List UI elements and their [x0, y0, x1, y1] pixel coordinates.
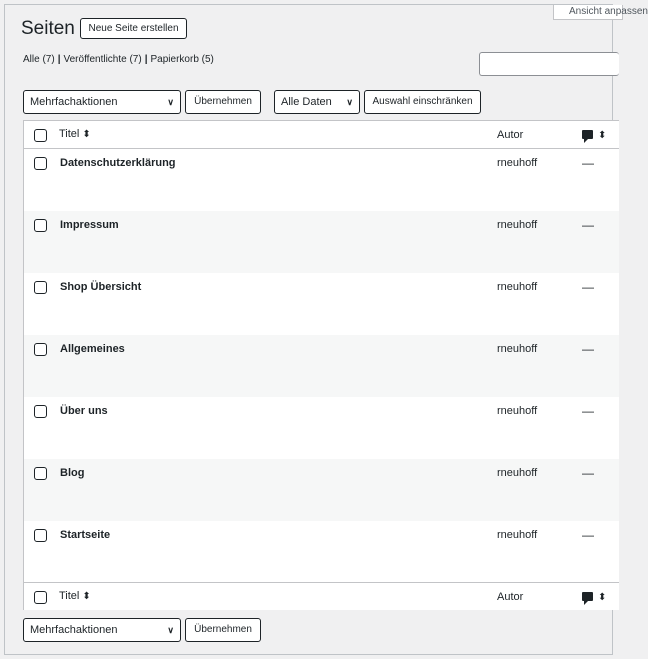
- table-header: [24, 121, 619, 149]
- page-comments-count: —: [582, 218, 594, 232]
- comments-column-header[interactable]: [582, 127, 606, 141]
- bulk-actions-select-top[interactable]: [23, 90, 181, 114]
- page-author-link[interactable]: rneuhoff: [497, 405, 538, 417]
- page-author-link[interactable]: rneuhoff: [497, 529, 538, 541]
- row-checkbox[interactable]: [34, 219, 47, 232]
- view-filters: [23, 54, 214, 65]
- sort-arrows-icon: ⬍: [598, 130, 607, 141]
- author-column-footer: Autor: [497, 591, 524, 603]
- table-footer: [24, 582, 619, 610]
- bulk-actions-value: Mehrfachaktionen: [30, 624, 118, 636]
- table-row: [24, 521, 619, 583]
- row-checkbox[interactable]: [34, 343, 47, 356]
- bulk-actions-select-bottom[interactable]: [23, 618, 181, 642]
- apply-button-bottom[interactable]: Übernehmen: [185, 618, 261, 642]
- page-author-link[interactable]: rneuhoff: [497, 467, 538, 479]
- view-all-link[interactable]: Alle (7): [23, 54, 55, 65]
- comments-column-footer[interactable]: [582, 589, 606, 603]
- row-checkbox[interactable]: [34, 281, 47, 294]
- add-new-page-button[interactable]: Neue Seite erstellen: [80, 18, 187, 39]
- table-body: [24, 149, 619, 583]
- table-row: [24, 149, 619, 211]
- comment-bubble-icon: [582, 592, 593, 601]
- row-checkbox[interactable]: [34, 157, 47, 170]
- title-column-label: Titel: [59, 128, 80, 140]
- select-all-checkbox[interactable]: [34, 129, 47, 142]
- title-column-header[interactable]: [59, 128, 91, 140]
- filter-button[interactable]: Auswahl einschränken: [364, 90, 481, 114]
- table-row: [24, 397, 619, 459]
- title-column-footer[interactable]: [59, 590, 91, 602]
- page-title: Seiten: [21, 18, 75, 39]
- sort-arrows-icon: ⬍: [598, 592, 607, 603]
- page-title-link[interactable]: Über uns: [60, 405, 108, 417]
- page-title-link[interactable]: Allgemeines: [60, 343, 125, 355]
- page-title-link[interactable]: Datenschutzerklärung: [60, 157, 176, 169]
- dates-value: Alle Daten: [281, 96, 332, 108]
- table-row: [24, 211, 619, 273]
- row-checkbox[interactable]: [34, 467, 47, 480]
- table-row: [24, 273, 619, 335]
- page-title-link[interactable]: Impressum: [60, 219, 119, 231]
- chevron-down-icon: ∨: [167, 97, 174, 107]
- table-row: [24, 459, 619, 521]
- screen-options-button[interactable]: Ansicht anpassen: [553, 5, 623, 20]
- page-comments-count: —: [582, 466, 594, 480]
- sort-arrows-icon: ⬍: [82, 129, 91, 140]
- view-separator: |: [57, 54, 61, 65]
- row-checkbox[interactable]: [34, 405, 47, 418]
- page-author-link[interactable]: rneuhoff: [497, 219, 538, 231]
- title-column-label: Titel: [59, 590, 80, 602]
- view-published-link[interactable]: Veröffentlichte (7): [63, 54, 142, 65]
- search-input[interactable]: [479, 52, 619, 76]
- admin-screen: [4, 4, 648, 655]
- page-title-link[interactable]: Blog: [60, 467, 85, 479]
- chevron-down-icon: ∨: [346, 97, 353, 107]
- comment-bubble-icon: [582, 130, 593, 139]
- page-title-link[interactable]: Startseite: [60, 529, 111, 541]
- page-title-link[interactable]: Shop Übersicht: [60, 281, 142, 293]
- author-column-header: Autor: [497, 129, 524, 141]
- page-comments-count: —: [582, 156, 594, 170]
- page-comments-count: —: [582, 342, 594, 356]
- page-author-link[interactable]: rneuhoff: [497, 281, 538, 293]
- page-comments-count: —: [582, 404, 594, 418]
- select-all-checkbox-footer[interactable]: [34, 591, 47, 604]
- chevron-down-icon: ∨: [167, 625, 174, 635]
- view-trash-link[interactable]: Papierkorb (5): [150, 54, 214, 65]
- row-checkbox[interactable]: [34, 529, 47, 542]
- page-author-link[interactable]: rneuhoff: [497, 157, 538, 169]
- dates-select[interactable]: [274, 90, 360, 114]
- sort-arrows-icon: ⬍: [82, 591, 91, 602]
- apply-button-top[interactable]: Übernehmen: [185, 90, 261, 114]
- page-comments-count: —: [582, 528, 594, 542]
- bulk-actions-value: Mehrfachaktionen: [30, 96, 118, 108]
- pages-table: [23, 120, 619, 610]
- page-comments-count: —: [582, 280, 594, 294]
- view-separator: |: [144, 54, 148, 65]
- page-author-link[interactable]: rneuhoff: [497, 343, 538, 355]
- table-row: [24, 335, 619, 397]
